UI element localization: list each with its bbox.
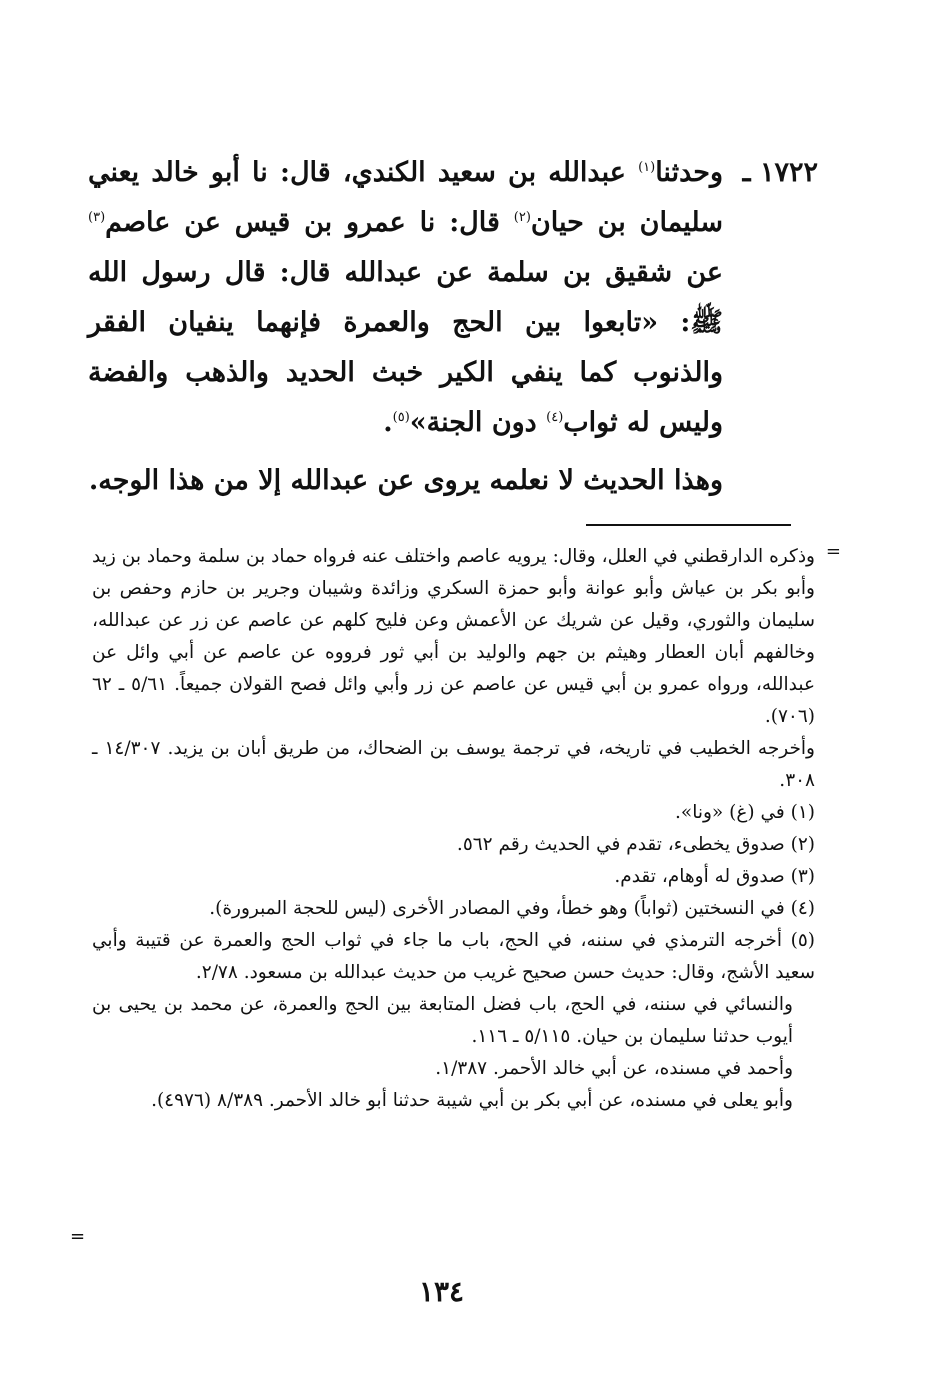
page-number: ١٣٤ (418, 1275, 465, 1308)
continuation-end-mark: = (70, 1226, 86, 1247)
hadith-text-1: وحدثنا (655, 157, 723, 188)
author-note: وهذا الحديث لا نعلمه يروى عن عبدالله إلا من هذا الوجه. (88, 465, 723, 496)
footnote-ref-1: (١) (638, 160, 656, 175)
footnotes (92, 541, 841, 1117)
footnote-2: (٢) صدوق يخطىء، تقدم في الحديث رقم ٥٦٢. (456, 834, 815, 855)
footnote-5-nasai: والنسائي في سننه، في الحج، باب فضل المتابعة بين الحج والعمرة، عن محمد بن يحيى بن أيوب حدثنا سليمان بن حيان. ٥/١١٥ ـ ١١٦. (92, 994, 793, 1047)
footnote-continued-1: وذكره الدارقطني في العلل، وقال: يرويه عاصم واختلف عنه فرواه حماد بن سلمة وحماد بن زيد وأبو بكر بن عياش وأبو عوانة وأبو حمزة السكري وزائدة وشيبان وجرير بن حازم وحفص بن سليمان والثوري، وقيل عن شريك عن الأعمش وعن فليح كلهم عن عاصم عن زر عن عبدالله، وخالفهم أبان العطار وهيثم بن جهم والوليد بن أبي ثور فرووه عن عاصم عن أبي وائل عن عبدالله، ورواه عمرو بن أبي قيس عن عاصم عن زر وأبي وائل فصح القولان جميعاً. ٥/٦١ ـ ٦٢ (٧٠٦). (92, 546, 815, 727)
hadith-number: ١٧٢٢ ـ (742, 157, 818, 188)
footnote-5-ahmad: وأحمد في مسنده، عن أبي خالد الأحمر. ١/٣٨٧. (435, 1058, 793, 1079)
hadith-text-3: قال: نا عمرو بن قيس عن عاصم (105, 207, 514, 238)
footnote-ref-2: (٢) (513, 210, 531, 225)
hadith-text-4: عن شقيق بن سلمة عن عبدالله قال: قال رسول الله ﷺ: «تابعوا بين الحج والعمرة فإنهما ينفيان الفقر والذنوب كما ينفي الكير خبث الحديد والذهب والفضة وليس له ثواب (88, 257, 723, 438)
footnote-5: (٥) أخرجه الترمذي في سننه، في الحج، باب ما جاء في ثواب الحج والعمرة عن قتيبة وأبي سعيد الأشج، وقال: حديث حسن صحيح غريب من حديث عبدالله بن مسعود. ٢/٧٨. (92, 930, 815, 983)
hadith-paragraph (88, 148, 818, 448)
footnote-ref-3: (٣) (88, 210, 106, 225)
continuation-mark: = (825, 541, 841, 562)
footnote-separator (586, 524, 791, 526)
hadith-text-2: عبدالله بن سعيد الكندي، قال: نا أبو خالد يعني سليمان بن حيان (88, 157, 723, 238)
footnote-3: (٣) صدوق له أوهام، تقدم. (614, 866, 815, 887)
footnote-continued-2: وأخرجه الخطيب في تاريخه، في ترجمة يوسف بن الضحاك، من طريق أبان بن يزيد. ١٤/٣٠٧ ـ ٣٠٨. (92, 738, 815, 791)
footnote-ref-4: (٤) (546, 410, 564, 425)
main-text (88, 148, 818, 506)
footnote-1: (١) في (غ) «ونا». (675, 802, 815, 823)
hadith-end: . (383, 407, 393, 438)
footnote-ref-5: (٥) (392, 410, 410, 425)
footnote-5-abu-yala: وأبو يعلى في مسنده، عن أبي بكر بن أبي شيبة حدثنا أبو خالد الأحمر. ٨/٣٨٩ (٤٩٧٦). (151, 1090, 793, 1111)
hadith-text-5: دون الجنة» (409, 407, 547, 438)
footnote-4: (٤) في النسختين (ثواباً) وهو خطأ، وفي المصادر الأخرى (ليس للحجة المبرورة). (209, 898, 815, 919)
